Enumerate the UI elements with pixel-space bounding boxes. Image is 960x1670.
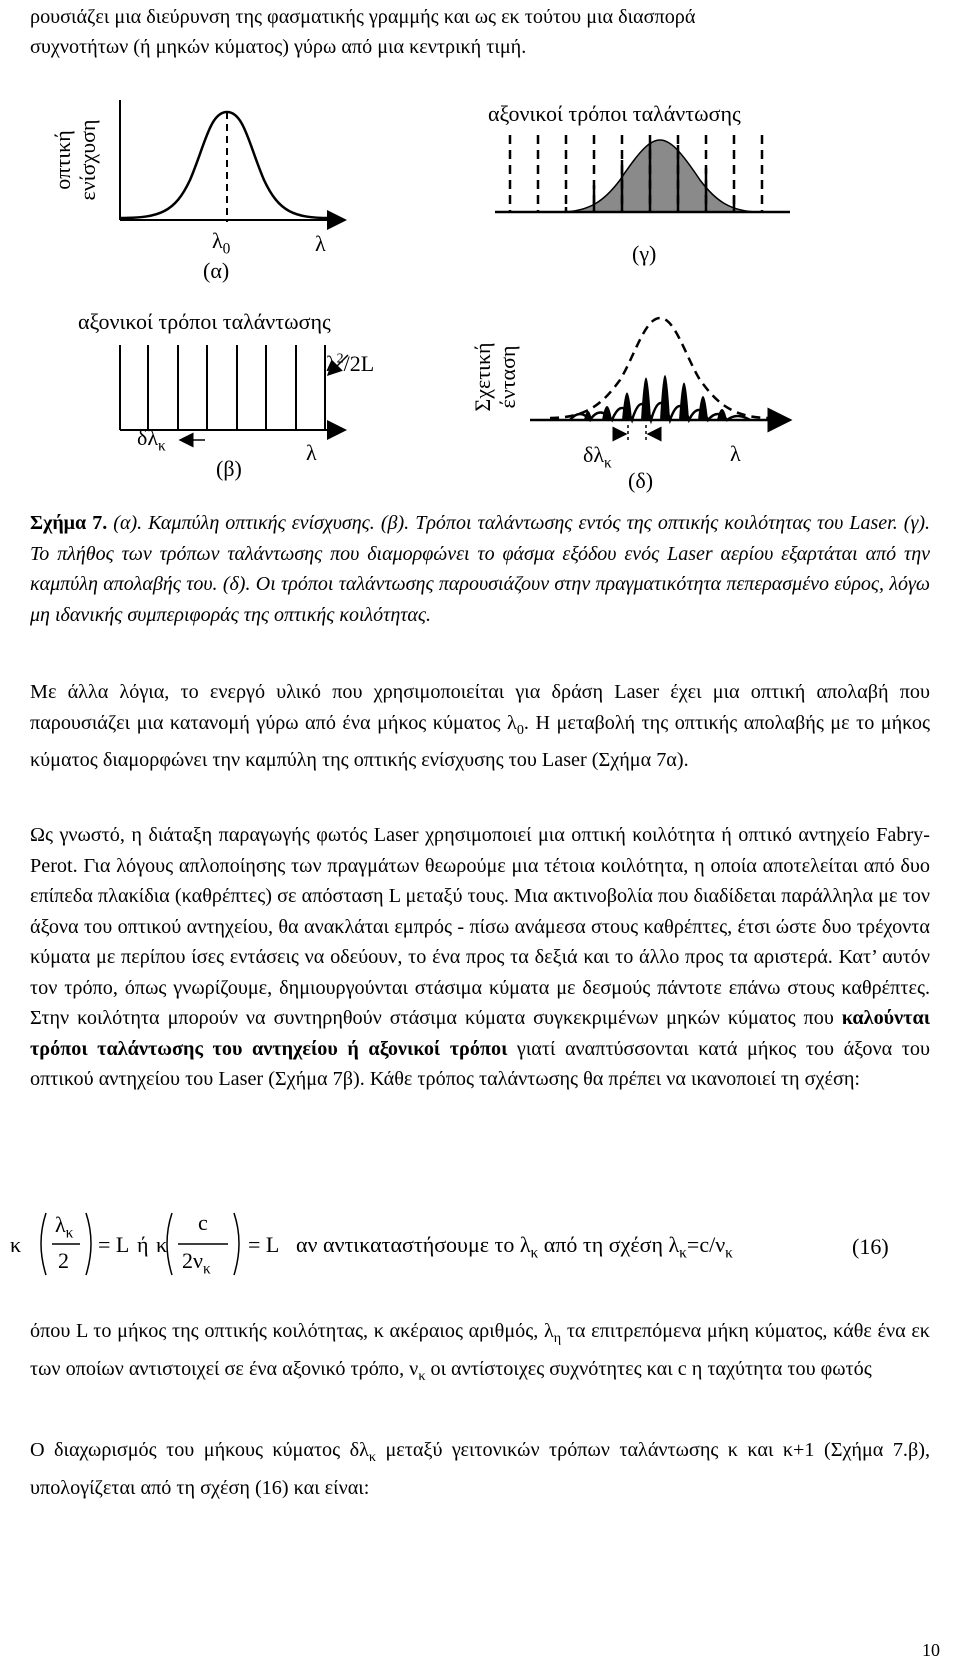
eq-equals-2: = L — [248, 1232, 280, 1257]
eq-substitution-text: αν αντικαταστήσουμε το $\lambda_\kappa$ από τη σχέση $\lambda_\kappa=c/\nu_\kappa$ — [296, 1232, 733, 1262]
paragraph-3: όπου L το μήκος της οπτικής κοιλότητας, κ ακέραιος αριθμός, $\lambda_\eta$ τα επιτρεπόμενα μήκη κύματος, κάθε ένα εκ των οποίων αντιστοιχεί σε ένα αξονικό τρόπο, $\nu_\kappa$ οι αντίστοιχες συχνότητες και c η ταχύτητα του φωτός — [30, 1320, 930, 1384]
paragraph-1: Με άλλα λόγια, το ενεργό υλικό που χρησιμοποιείται για δράση Laser έχει μια οπτική απολαβή που παρουσιάζει μια κατανομή γύρω από ένα μήκος κύματος $\lambda_0$. Η μεταβολή της οπτικής απολαβής με το μήκος κύματος διαμορφώνει την καμπύλη της οπτικής ενίσχυσης του Laser (Σχήμα 7α). — [30, 681, 931, 772]
intro-line-1: ρουσιάζει μια διεύρυνση της φασματικής γραμμής και ως εκ τούτου μια διασπορά — [30, 6, 696, 28]
caption-label: Σχήμα 7. — [30, 512, 108, 534]
eq-num-1: $\lambda_\kappa$ — [55, 1212, 74, 1242]
paragraph-2: Ως γνωστό, η διάταξη παραγωγής φωτός Laser χρησιμοποιεί μια οπτική κοιλότητα ή οπτικό αντηχείο Fabry-Perot. Για λόγους απλοποίησης των πραγμάτων θεωρούμε μια τέτοια κοιλότητα, η οποία αποτελείται από δυο επίπεδα πλακίδια (καθρέπτες) σε απόσταση L μεταξύ τους. Μια ακτινοβολία που διαδίδεται παράλληλα με τον άξονα του οπτικού αντηχείου, θα ανακλάται εμπρός - πίσω ανάμεσα στους καθρέπτες, έτσι ώστε δυο τρέχοντα κύματα με περίπου ίσες εντάσεις να οδεύουν, το ένα προς τα δεξιά και το άλλο προς τα αριστερά. Κατ’ αυτόν τον τρόπο, όπως γνωρίζουμε, δημιουργούνται στάσιμα κύματα με δεσμούς πάντοτε επάνω στους καθρέπτες. Στην κοιλότητα μπορούν να συντηρηθούν στάσιμα κύματα συγκεκριμένων μηκών κύματος που καλούνται τρόποι ταλάντωσης του αντηχείου ή αξονικοί τρόποι γιατί αναπτύσσονται κατά μήκος του άξονα του οπτικού αντηχείου του Laser (Σχήμα 7β). Κάθε τρόπος ταλάντωσης θα πρέπει να ικανοποιεί τη σχέση: — [30, 824, 930, 1090]
figure-d-xlabel: λ — [730, 441, 741, 466]
figure-a-lambda0: $\lambda_0$ — [212, 228, 231, 258]
gain-fill-c — [560, 140, 760, 212]
mode-lines-b — [148, 345, 325, 430]
figure-caption: Σχήμα 7. (α). Καμπύλη οπτικής ενίσχυσης. (β). Τρόποι ταλάντωσης εντός της οπτικής κοιλότητας του Laser. (γ). Το πλήθος των τρόπων ταλάντωσης που διαμορφώνει το φάσμα εξόδου ενός Laser αερίου εξαρτάται από την καμπύλη απολαβής του. (δ). Οι τρόποι ταλάντωσης παρουσιάζουν στην πραγματικότητα πεπερασμένο εύρος, λόγω μη ιδανικής συμπεριφοράς της οπτικής κοιλότητας. — [30, 512, 930, 626]
figure-d-tag: (δ) — [628, 468, 654, 493]
figure-c-title: αξονικοί τρόποι ταλάντωσης — [488, 101, 741, 126]
figure-c-tag: (γ) — [632, 241, 657, 266]
figure-b-spacing: $\lambda^2/2L$ — [326, 351, 375, 376]
figure-d-delta: $\delta\lambda_\kappa$ — [583, 442, 612, 472]
paragraph-4: Ο διαχωρισμός του μήκους κύματος $\delta\lambda_\kappa$ μεταξύ γειτονικών τρόπων ταλάντωσης κ και κ+1 (Σχήμα 7.β), υπολογίζεται από τη σχέση (16) και είναι: — [30, 1439, 930, 1499]
intro-line-2: συχνοτήτων (ή μηκών κύματος) γύρω από μια κεντρική τιμή. — [30, 36, 527, 58]
figure-d-ylabel: Σχετική ένταση — [470, 342, 520, 412]
figure-a-tag: (α) — [203, 258, 230, 283]
eq-kappa-2: κ — [156, 1232, 168, 1257]
eq-num-2: c — [198, 1210, 208, 1235]
figure-b-title: αξονικοί τρόποι ταλάντωσης — [78, 309, 331, 334]
figure-b-tag: (β) — [216, 456, 242, 481]
page-number: 10 — [922, 1640, 940, 1660]
figure-b-delta: $\delta\lambda_\kappa$ — [137, 425, 166, 455]
figure-b-xlabel: λ — [306, 440, 317, 465]
figure-a-ylabel: οπτική ενίσχυση — [50, 119, 100, 201]
eq-den-2: $2\nu_\kappa$ — [182, 1248, 211, 1278]
figure-a-xlabel: λ — [315, 231, 326, 256]
eq-or: ή — [137, 1232, 149, 1257]
eq-equals-1: = L — [98, 1232, 130, 1257]
eq-kappa-1: κ — [10, 1232, 22, 1257]
eq-number: (16) — [852, 1234, 889, 1259]
gain-curve — [120, 112, 330, 218]
eq-den-1: 2 — [58, 1248, 69, 1273]
